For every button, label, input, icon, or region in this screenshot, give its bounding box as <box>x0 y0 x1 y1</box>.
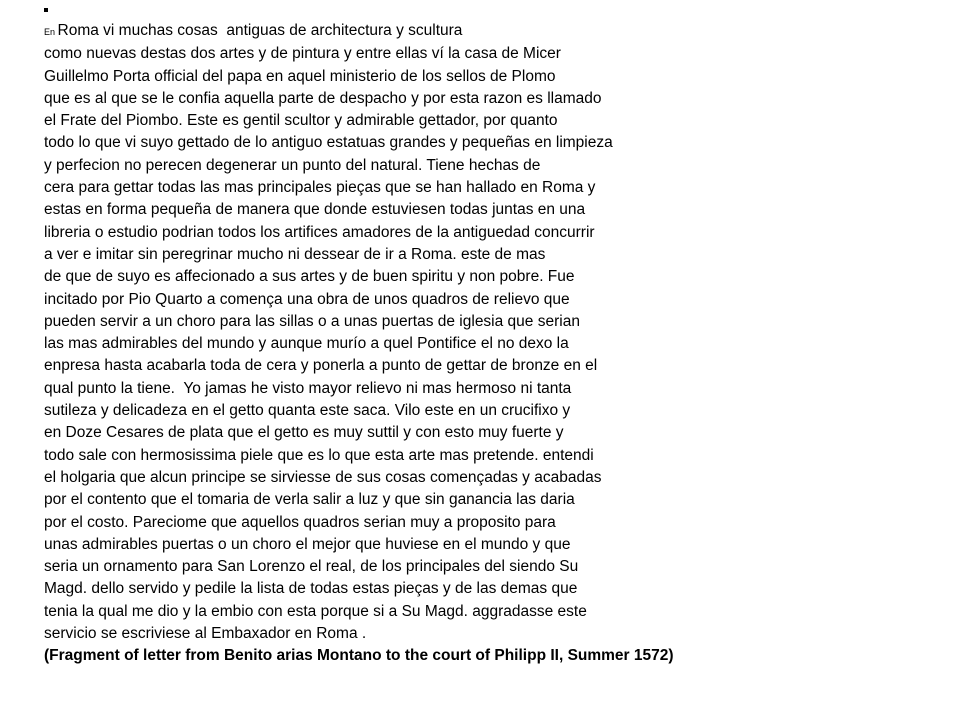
text-line: a ver e imitar sin peregrinar mucho ni dessear de ir a Roma. este de mas <box>44 245 546 263</box>
text-line: servicio se escriviese al Embaxador en Roma . <box>44 625 367 643</box>
text-line: qual punto la tiene. Yo jamas he visto mayor relievo ni mas hermoso ni tanta <box>44 379 572 397</box>
text-line: seria un ornamento para San Lorenzo el real, de los principales del siendo Su <box>44 558 579 576</box>
text-line: en Doze Cesares de plata que el getto es muy suttil y con esto muy fuerte y <box>44 424 564 442</box>
text-line: incitado por Pio Quarto a comença una obra de unos quadros de relievo que <box>44 290 570 308</box>
text-line: estas en forma pequeña de manera que donde estuviesen todas juntas en una <box>44 201 586 219</box>
text-line: Guillelmo Porta official del papa en aquel ministerio de los sellos de Plomo <box>44 67 556 85</box>
text-line: de que de suyo es affecionado a sus artes y de buen spiritu y non pobre. Fue <box>44 268 575 286</box>
text-line: por el contento que el tomaria de verla salir a luz y que sin ganancia las daria <box>44 491 575 509</box>
text-line: Magd. dello servido y pedile la lista de todas estas pieças y de las demas que <box>44 580 578 598</box>
text-line: enpresa hasta acabarla toda de cera y ponerla a punto de gettar de bronze en el <box>44 357 598 375</box>
letter-text <box>44 20 944 668</box>
text-line: libreria o estudio podrian todos los artifices amadores de la antiguedad concurrir <box>44 223 595 241</box>
text-line: tenia la qual me dio y la embio con esta porque si a Su Magd. aggradasse este <box>44 602 587 620</box>
first-line-prefix: En <box>44 27 58 37</box>
text-line: pueden servir a un choro para las sillas o a unas puertas de iglesia que serian <box>44 312 580 330</box>
text-line: y perfecion no perecen degenerar un punto del natural. Tiene hechas de <box>44 156 541 174</box>
text-line: las mas admirables del mundo y aunque murío a quel Pontifice el no dexo la <box>44 335 569 353</box>
text-line: sutileza y delicadeza en el getto quanta este saca. Vilo este en un crucifixo y <box>44 402 571 420</box>
letter-caption: (Fragment of letter from Benito arias Montano to the court of Philipp II, Summer 1572) <box>44 647 674 665</box>
text-line: todo sale con hermosissima piele que es lo que esta arte mas pretende. entendi <box>44 446 594 464</box>
text-line: el holgaria que alcun principe se sirviesse de sus cosas començadas y acabadas <box>44 468 602 486</box>
first-line-text: Roma vi muchas cosas antiguas de architectura y scultura <box>57 22 463 39</box>
text-line: el Frate del Piombo. Este es gentil scultor y admirable gettador, por quanto <box>44 112 558 130</box>
text-line: todo lo que vi suyo gettado de lo antiguo estatuas grandes y pequeñas en limpieza <box>44 134 613 152</box>
text-line: unas admirables puertas o un choro el mejor que huviese en el mundo y que <box>44 535 571 553</box>
text-line: por el costo. Pareciome que aquellos quadros serian muy a proposito para <box>44 513 556 531</box>
text-line: cera para gettar todas las mas principales pieças que se han hallado en Roma y <box>44 179 596 197</box>
text-line: como nuevas destas dos artes y de pintura y entre ellas ví la casa de Micer <box>44 45 561 63</box>
text-line: que es al que se le confia aquella parte de despacho y por esta razon es llamado <box>44 89 602 107</box>
bullet-marker <box>44 8 48 12</box>
first-line <box>44 20 944 43</box>
